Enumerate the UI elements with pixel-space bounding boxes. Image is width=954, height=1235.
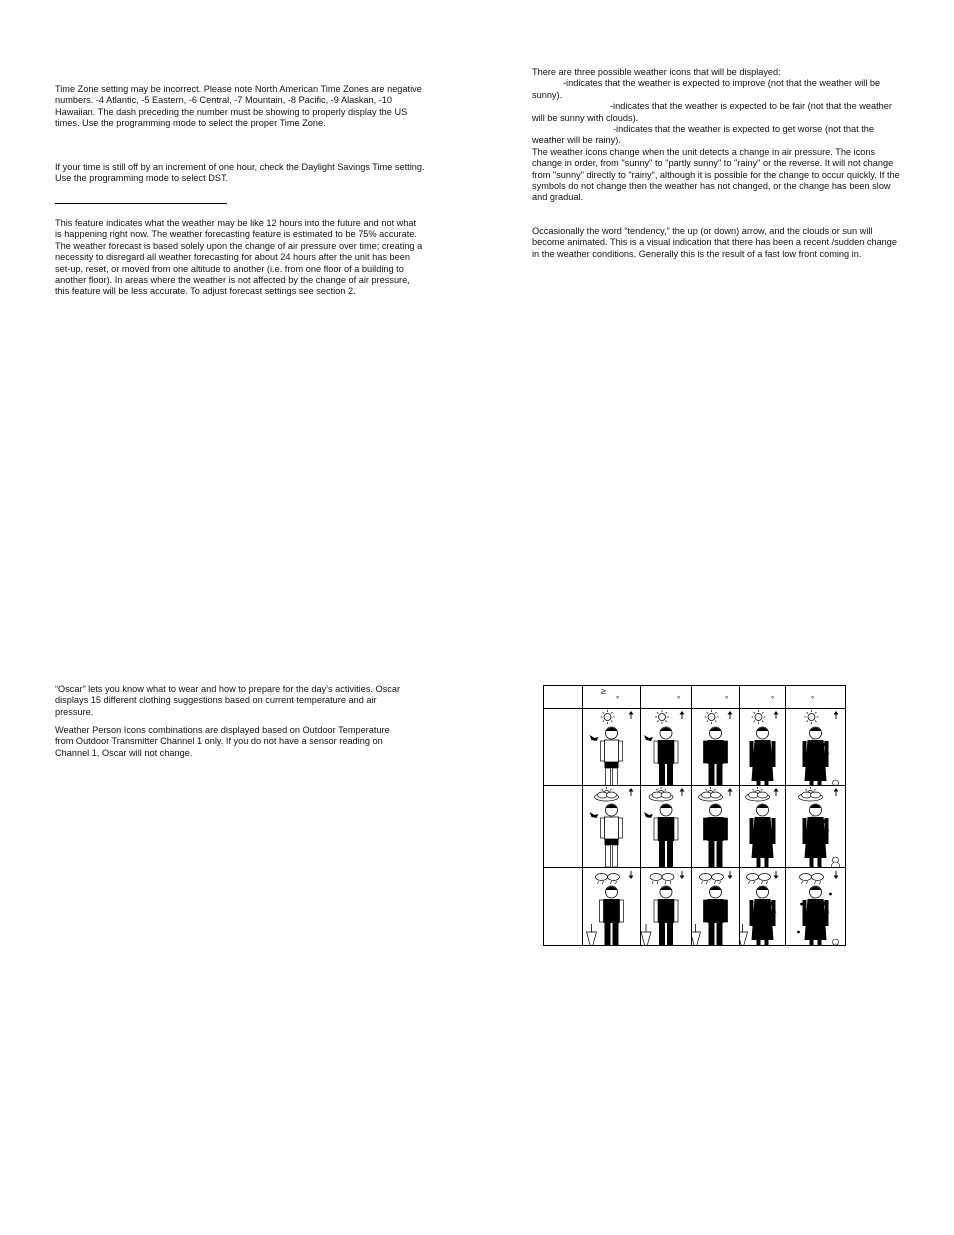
cloud-icon [649, 792, 673, 801]
oscar-figure-icon [654, 804, 678, 867]
oscar-figure-icon [587, 886, 624, 945]
rain-cloud-icon [747, 874, 771, 885]
oscar-icon-cell [692, 709, 740, 786]
oscar-icon-cell [583, 709, 641, 786]
oscar-cell-illustration [740, 868, 785, 945]
oscar-icon-cell [786, 709, 846, 786]
umbrella-icon [587, 924, 597, 945]
oscar-icon-cell [786, 786, 846, 868]
oscar-figure-icon [601, 727, 623, 785]
oscar-figure-icon [750, 727, 776, 785]
oscar-intro-paragraph: “Oscar” lets you know what to wear and how to prepare for the day’s activities. Oscar displays 15 different clothing suggestions based on current temperature and air pressure. [55, 684, 401, 717]
snowman-icon [832, 780, 840, 785]
oscar-cell-illustration [583, 868, 640, 945]
oscar-cell-illustration [740, 786, 785, 867]
trend-up-arrow-icon [774, 711, 779, 719]
rain-cloud-icon [800, 874, 824, 885]
rain-cloud-icon [596, 874, 620, 885]
row-label-cell [544, 868, 583, 946]
trend-up-arrow-icon [680, 788, 685, 796]
tendency-paragraph: Occasionally the word “tendency,” the up (or down) arrow, and the clouds or sun will become animated. This is a visual indication that there has been a recent /sudden change in the weather conditions. Generally this is the result of a fast low front coming in. [532, 226, 898, 259]
forecast-paragraph: This feature indicates what the weather may be like 12 hours into the future and not what is happening right now. The weather forecasting feature is estimated to be 75% accurate. The weather forecast is based solely upon the change of air pressure over time; creating a necessity to disregard all weather forecasting for about 24 hours after the unit has been set-up, reset, or moved from one altitude to another (i.e. from one floor of a building to another floor). In areas where the weather is not affected by the change of air pressure, this feature will be less accurate. To adjust forecast settings see section 2. [55, 218, 423, 297]
bird-icon [644, 812, 653, 818]
table-header-row [544, 686, 846, 709]
trend-up-arrow-icon [629, 788, 634, 796]
trend-up-arrow-icon [728, 788, 733, 796]
oscar-cell-illustration [641, 786, 691, 867]
umbrella-icon [692, 924, 701, 945]
oscar-icon-cell [641, 709, 692, 786]
oscar-icon-cell [740, 709, 786, 786]
icon-change-paragraph: The weather icons change when the unit detects a change in air pressure. The icons change in order, from "sunny" to "partly sunny" to "rainy" or the reverse. It will not change from "sunny" directly to "rainy", although it is possible for the change to occur quickly. If the symbols do not change then the weather has not changed, or the change has been slow and gradual. [532, 146, 900, 203]
oscar-figure-icon [601, 804, 623, 867]
sun-icon [805, 710, 819, 724]
table-header-temp: ° [641, 686, 692, 709]
bird-icon [590, 812, 599, 818]
oscar-cell-illustration [583, 709, 640, 785]
table-header-temp: ≥ ° [583, 686, 641, 709]
rain-cloud-icon [650, 874, 674, 885]
oscar-cell-illustration [641, 709, 691, 785]
trend-down-arrow-icon [834, 871, 839, 879]
time-zone-paragraph: Time Zone setting may be incorrect. Please note North American Time Zones are negative numbers. -4 Atlantic, -5 Eastern, -6 Central, -7 Mountain, -8 Pacific, -9 Alaskan, -10 Hawaiian. The dash preceding the number must be showing to properly display the US times. Use the programming mode to select the proper Time Zone. [55, 84, 422, 129]
oscar-icon-cell [692, 868, 740, 946]
oscar-cell-illustration [786, 786, 845, 867]
row-label-cell [544, 786, 583, 868]
oscar-figure-icon [654, 727, 678, 785]
oscar-figure-icon [641, 886, 678, 945]
table-header-temp: ° [786, 686, 846, 709]
oscar-icon-cell [692, 786, 740, 868]
oscar-cell-illustration [786, 709, 845, 785]
oscar-icon-cell [641, 868, 692, 946]
section-divider [55, 203, 227, 204]
oscar-cell-illustration [692, 868, 739, 945]
sun-icon [752, 710, 766, 724]
oscar-figure-icon [797, 886, 839, 945]
trend-up-arrow-icon [834, 711, 839, 719]
trend-up-arrow-icon [774, 788, 779, 796]
oscar-figure-icon [704, 727, 728, 785]
sun-icon [705, 710, 719, 724]
snowman-icon [832, 857, 840, 867]
oscar-cell-illustration [583, 786, 640, 867]
row-label-cell [544, 709, 583, 786]
table-header-corner [544, 686, 583, 709]
table-row-partly-sunny [544, 786, 846, 868]
trend-down-arrow-icon [728, 871, 733, 879]
trend-up-arrow-icon [728, 711, 733, 719]
oscar-cell-illustration [641, 868, 691, 945]
bird-icon [644, 735, 653, 741]
sun-icon [655, 710, 669, 724]
umbrella-icon [740, 924, 748, 945]
weather-icons-intro: There are three possible weather icons that will be displayed: [532, 67, 781, 77]
sunny-icon-description: -indicates that the weather is expected to improve (not that the weather will be sunny). [532, 78, 881, 100]
oscar-icon-cell [583, 786, 641, 868]
oscar-icon-cell [740, 786, 786, 868]
oscar-icon-cell [583, 868, 641, 946]
oscar-figure-icon [704, 804, 728, 867]
oscar-cell-illustration [786, 868, 845, 945]
fair-icon-description: -indicates that the weather is expected to be fair (not that the weather will be sunny with clouds). [532, 101, 892, 123]
oscar-icon-cell [641, 786, 692, 868]
weather-icons-section [532, 67, 902, 204]
sun-icon [601, 710, 615, 724]
cloud-icon [595, 792, 619, 801]
bird-icon [590, 735, 599, 741]
trend-up-arrow-icon [629, 711, 634, 719]
table-header-temp: ° [740, 686, 786, 709]
oscar-figure-icon [803, 727, 840, 785]
oscar-cell-illustration [692, 786, 739, 867]
oscar-cell-illustration [692, 709, 739, 785]
trend-down-arrow-icon [774, 871, 779, 879]
oscar-icon-cell [740, 868, 786, 946]
cloud-icon [699, 792, 723, 801]
table-row-rainy [544, 868, 846, 946]
oscar-figure-icon [803, 804, 840, 867]
trend-down-arrow-icon [629, 871, 634, 879]
trend-down-arrow-icon [680, 871, 685, 879]
oscar-icon-cell [786, 868, 846, 946]
cloud-icon [799, 792, 823, 801]
oscar-figure-icon [750, 804, 776, 867]
oscar-figure-icon [740, 886, 777, 945]
table-row-sunny [544, 709, 846, 786]
rain-cloud-icon [700, 874, 724, 885]
rainy-icon-description: -indicates that the weather is expected to get worse (not that the weather will be rainy). [532, 124, 874, 146]
oscar-cell-illustration [740, 709, 785, 785]
trend-up-arrow-icon [680, 711, 685, 719]
oscar-clothing-table [543, 685, 846, 946]
oscar-channel-paragraph: Weather Person Icons combinations are displayed based on Outdoor Temperature from Outdoor Transmitter Channel 1 only. If you do not have a sensor reading on Channel 1, Oscar will not change. [55, 725, 390, 758]
umbrella-icon [641, 924, 651, 945]
snowman-icon [832, 939, 840, 945]
cloud-icon [746, 792, 770, 801]
oscar-figure-icon [692, 886, 728, 945]
table-header-temp: ° [692, 686, 740, 709]
trend-up-arrow-icon [834, 788, 839, 796]
dst-paragraph: If your time is still off by an increment of one hour, check the Daylight Savings Time setting. Use the programming mode to select DST. [55, 162, 425, 184]
